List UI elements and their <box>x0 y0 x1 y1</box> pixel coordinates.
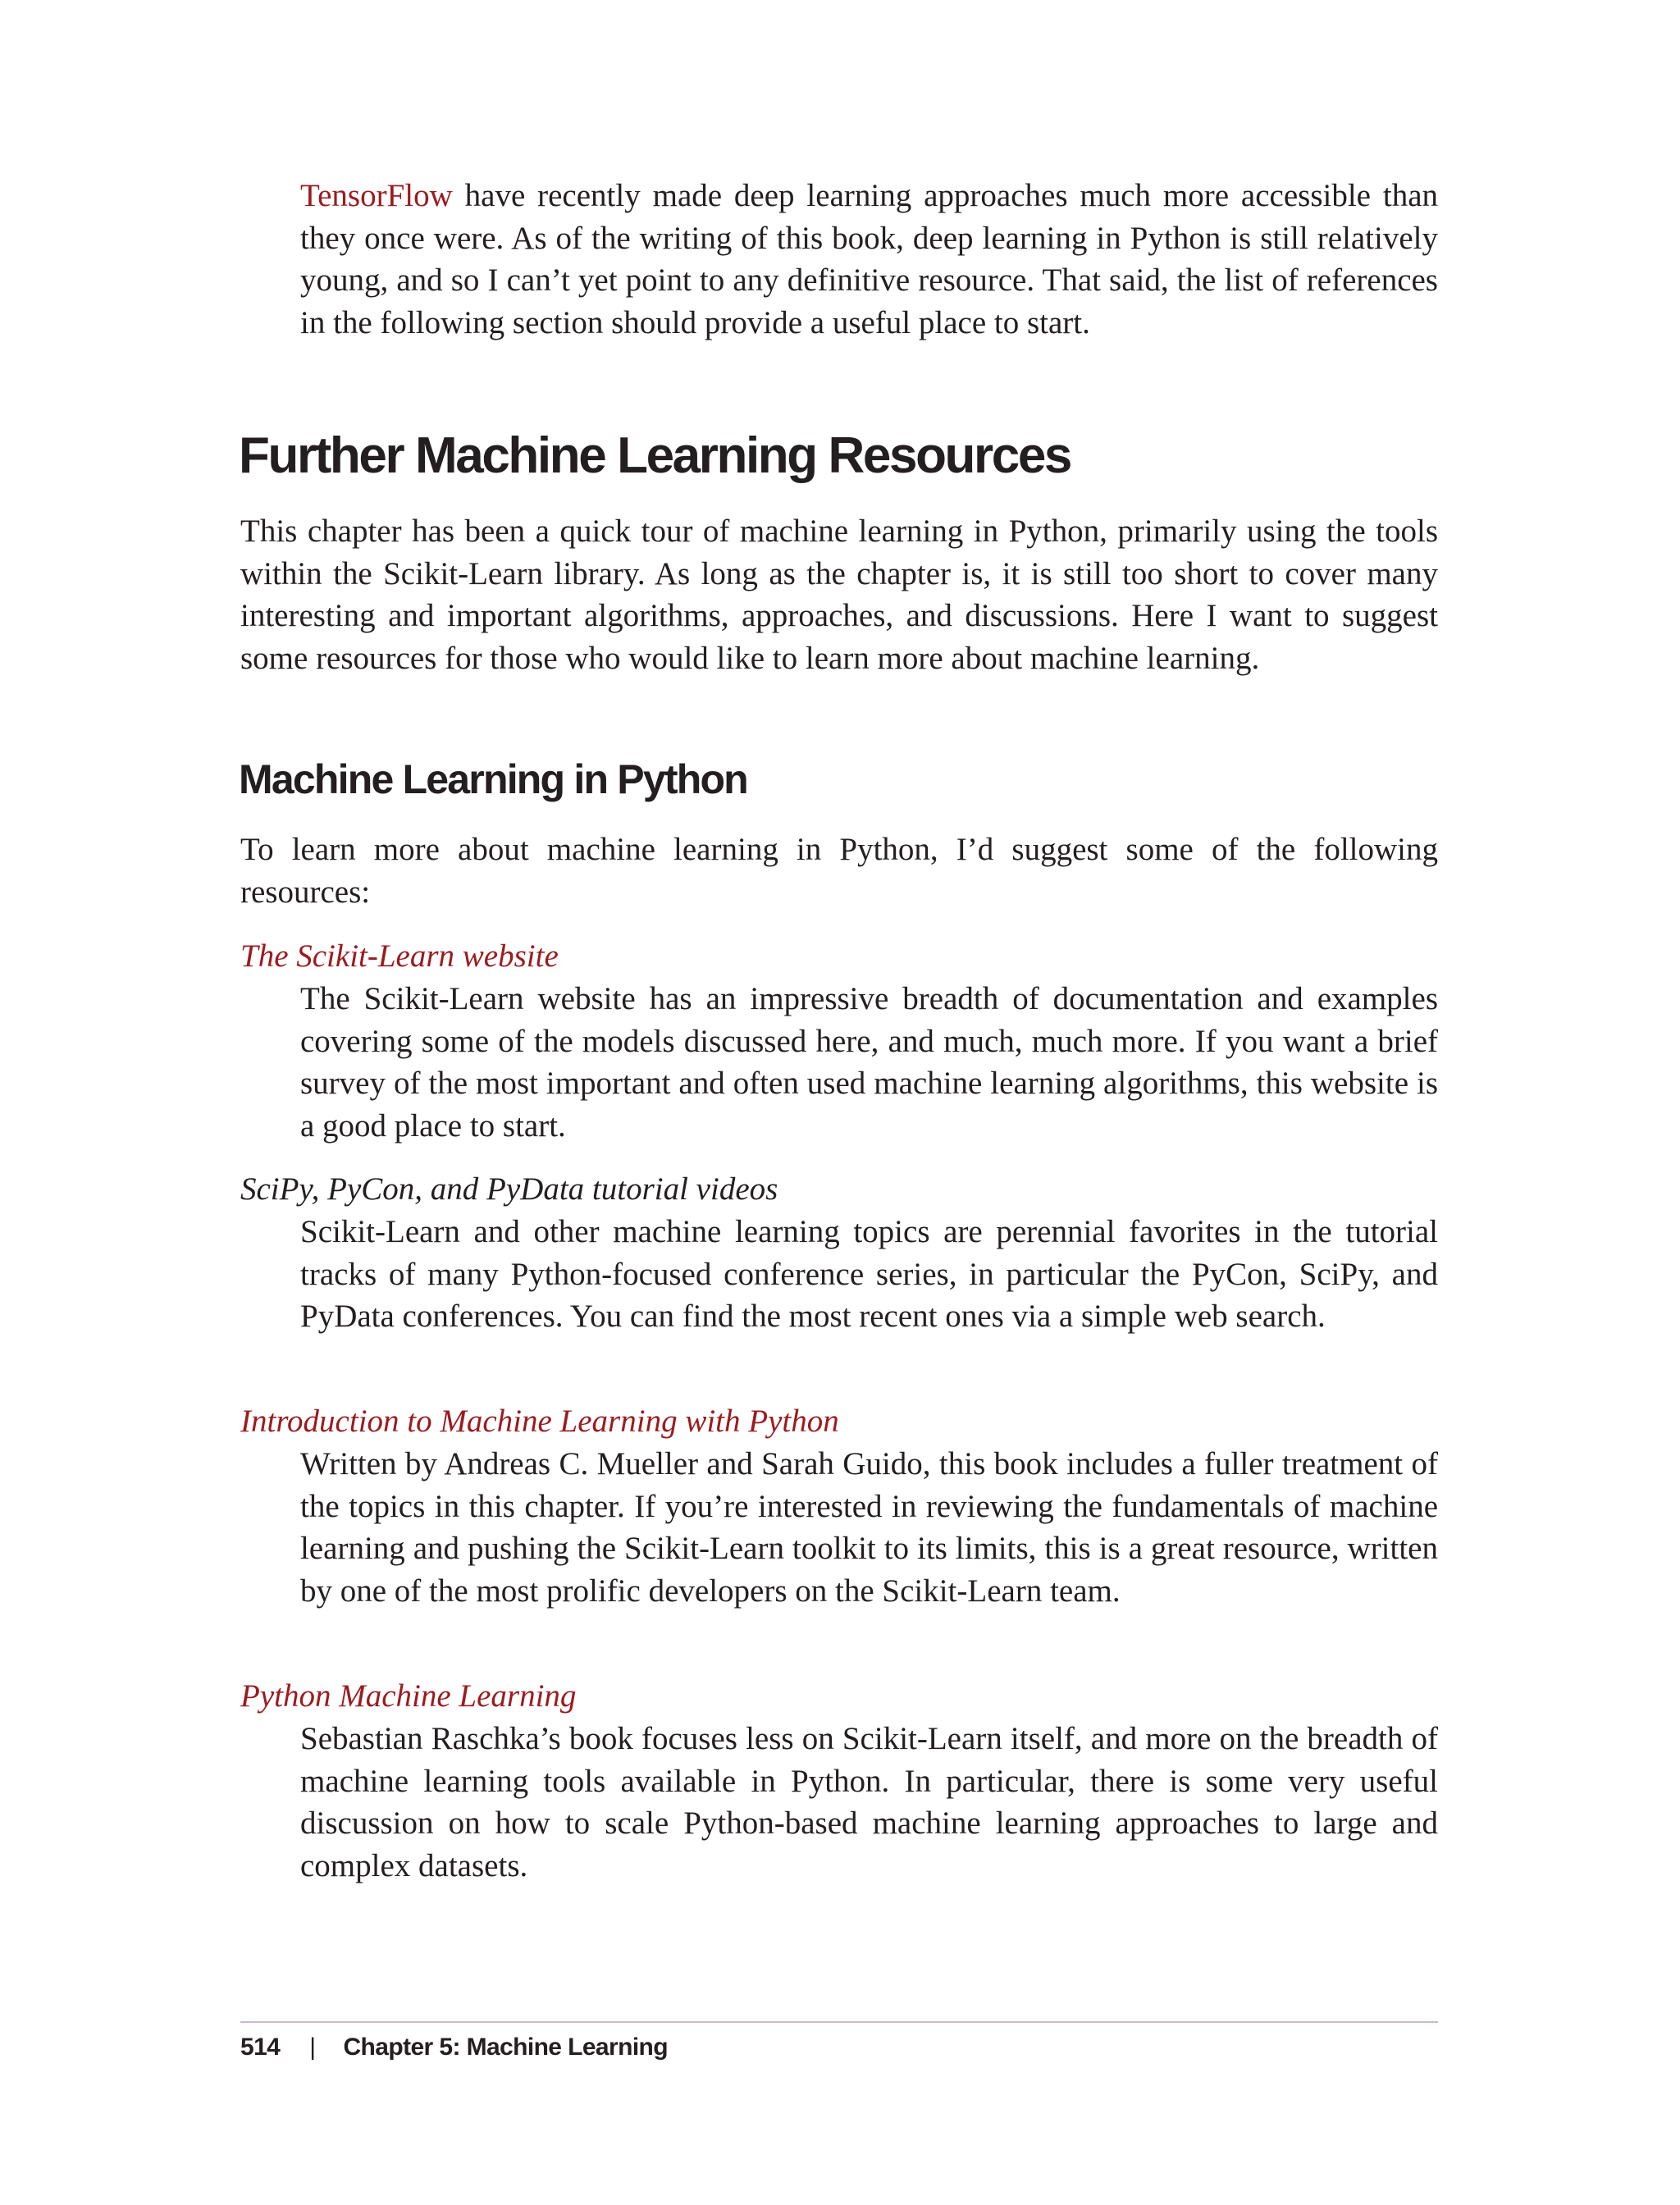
chapter-label: Chapter 5: Machine Learning <box>343 2034 669 2061</box>
resource-description-intro-ml-python: Written by Andreas C. Mueller and Sarah Guido, this book includes a fuller treatment of the topics in this chapter. If you’re interested in reviewing the fundamentals of machine learning and pushing the Scikit-Learn toolkit to its limits, this is a great resource, written by one of the most prolific developers on the Scikit-Learn team. <box>300 1446 1438 1609</box>
resource-description-scikit-learn-website: The Scikit-Learn website has an impressive breadth of documentation and examples covering some of the models discussed here, and much, much more. If you want a brief survey of the most important and often used machine learning algorithms, this website is a good place to start. <box>300 981 1438 1144</box>
resource-term-python-machine-learning[interactable]: Python Machine Learning <box>240 1678 577 1714</box>
footer-rule <box>240 2021 1438 2023</box>
page-footer <box>240 2031 668 2064</box>
tensorflow-link[interactable]: TensorFlow <box>300 178 453 213</box>
section-body: This chapter has been a quick tour of machine learning in Python, primarily using the tools within the Scikit-Learn library. As long as the chapter is, it is still too short to cover many interesting and important algorithms, approaches, and discussions. Here I want to suggest some resources for those who would like to learn more about machine learning. <box>240 514 1438 676</box>
resource-term-tutorial-videos: SciPy, PyCon, and PyData tutorial videos <box>240 1171 778 1207</box>
resource-term-scikit-learn-website[interactable]: The Scikit-Learn website <box>240 938 559 974</box>
footer-separator: | <box>309 2034 316 2061</box>
resource-description-tutorial-videos: Scikit-Learn and other machine learning topics are perennial favorites in the tutorial tracks of many Python-focused conference series, in particular the PyCon, SciPy, and PyData conferences. You can find the most recent ones via a simple web search. <box>300 1214 1438 1334</box>
subsection-intro: To learn more about machine learning in Python, I’d suggest some of the following resources: <box>240 832 1438 910</box>
intro-paragraph <box>300 175 1438 344</box>
section-title: Further Machine Learning Resources <box>239 427 1071 484</box>
resource-term-intro-ml-python[interactable]: Introduction to Machine Learning with Python <box>240 1404 839 1439</box>
intro-text: have recently made deep learning approaches much more accessible than they once were. As of the writing of this book, deep learning in Python is still relatively young, and so I can’t yet point to any definitive resource. That said, the list of references in the following section should provide a useful place to start. <box>300 178 1438 340</box>
subsection-title: Machine Learning in Python <box>239 756 747 802</box>
resource-description-python-machine-learning: Sebastian Raschka’s book focuses less on Scikit-Learn itself, and more on the breadth of machine learning tools available in Python. In particular, there is some very useful discussion on how to scale Python-based machine learning approaches to large and complex datasets. <box>300 1721 1438 1883</box>
page-number: 514 <box>240 2034 281 2061</box>
